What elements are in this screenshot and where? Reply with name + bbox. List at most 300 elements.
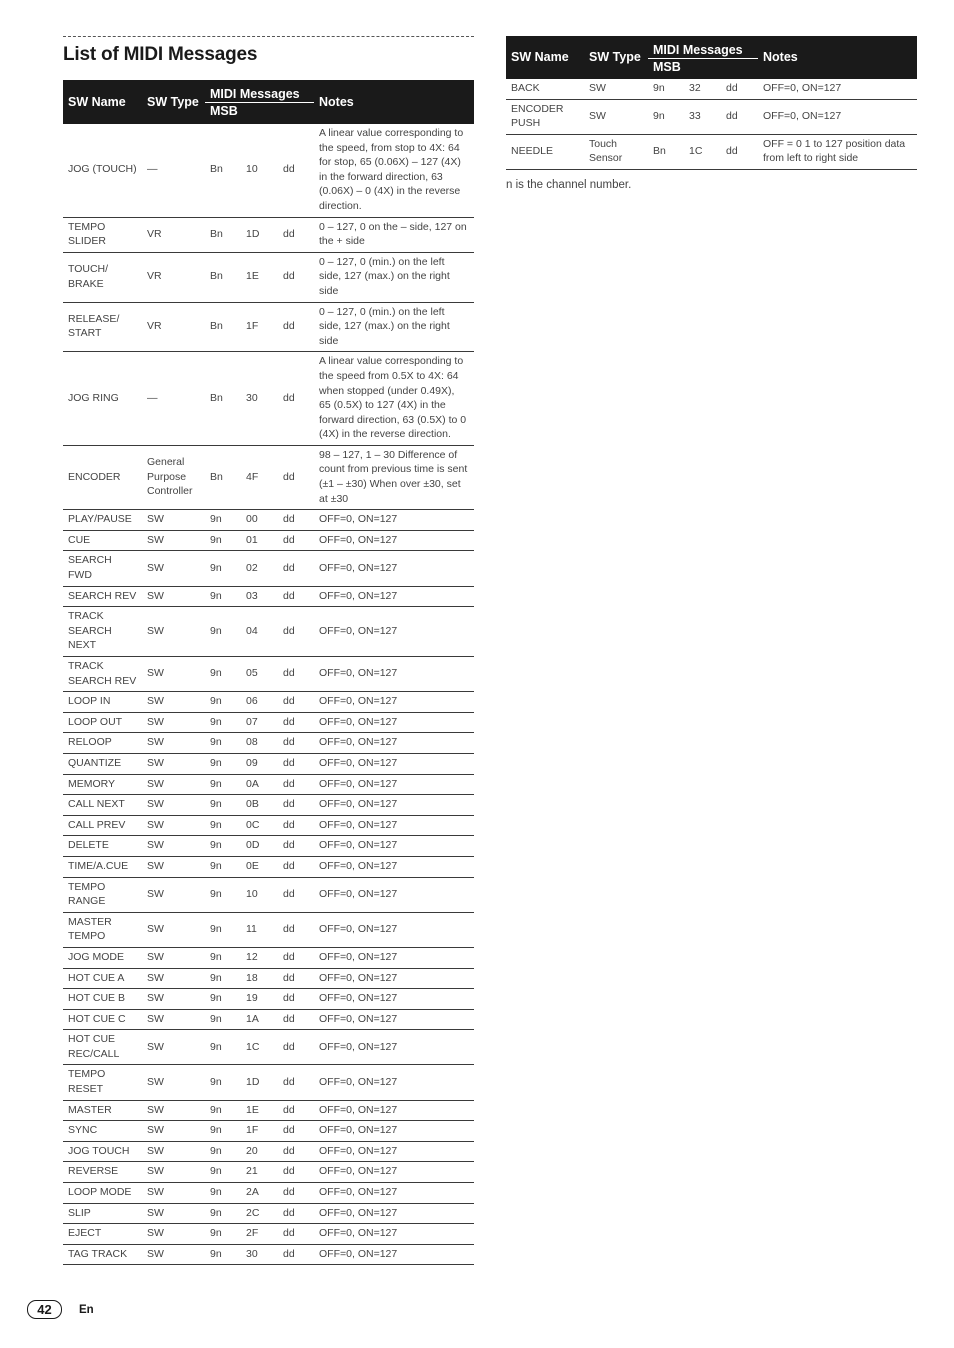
header-dd-blank — [278, 102, 314, 124]
dd-cell: dd — [278, 607, 314, 657]
notes-cell: OFF=0, ON=127 — [314, 815, 474, 836]
table-row — [63, 1244, 474, 1265]
table-row — [63, 912, 474, 947]
lsb-cell: 1F — [241, 302, 278, 352]
msb-cell: 9n — [205, 836, 241, 857]
dd-cell: dd — [278, 1030, 314, 1065]
dd-cell: dd — [278, 692, 314, 713]
sw-type-cell: SW — [142, 1244, 205, 1265]
msb-cell: 9n — [205, 1162, 241, 1183]
sw-name-cell: TEMPO RANGE — [63, 877, 142, 912]
notes-cell: A linear value corresponding to the speed, from stop to 4X: 64 for stop, 65 (0.06X) – 127 (4X) in the forward direction, 63 (0.06X) – 0 (4X) in the reverse direction. — [314, 124, 474, 217]
lsb-cell: 1C — [684, 134, 721, 169]
lsb-cell: 1D — [241, 1065, 278, 1100]
table-row — [63, 302, 474, 352]
sw-name-cell: SEARCH REV — [63, 586, 142, 607]
dd-cell: dd — [278, 1100, 314, 1121]
msb-cell: 9n — [205, 968, 241, 989]
sw-name-cell: HOT CUE A — [63, 968, 142, 989]
sw-type-cell: SW — [142, 586, 205, 607]
dd-cell: dd — [278, 968, 314, 989]
sw-name-cell: LOOP MODE — [63, 1183, 142, 1204]
table-row — [63, 1162, 474, 1183]
sw-type-cell: SW — [142, 795, 205, 816]
msb-cell: 9n — [205, 947, 241, 968]
dd-cell: dd — [278, 856, 314, 877]
sw-name-cell: DELETE — [63, 836, 142, 857]
lsb-cell: 08 — [241, 733, 278, 754]
msb-cell: 9n — [205, 510, 241, 531]
msb-cell: 9n — [205, 607, 241, 657]
table-row — [63, 968, 474, 989]
dd-cell: dd — [278, 912, 314, 947]
dd-cell: dd — [278, 302, 314, 352]
sw-type-cell: SW — [584, 99, 648, 134]
sw-name-cell: RELEASE/ START — [63, 302, 142, 352]
notes-cell: OFF=0, ON=127 — [314, 1100, 474, 1121]
dd-cell: dd — [278, 1121, 314, 1142]
msb-cell: Bn — [205, 302, 241, 352]
sw-name-cell: LOOP IN — [63, 692, 142, 713]
table-row — [63, 252, 474, 302]
sw-name-cell: SLIP — [63, 1203, 142, 1224]
msb-cell: 9n — [205, 1244, 241, 1265]
sw-type-cell: Touch Sensor — [584, 134, 648, 169]
notes-cell: OFF=0, ON=127 — [314, 692, 474, 713]
dd-cell: dd — [278, 1009, 314, 1030]
sw-name-cell: LOOP OUT — [63, 712, 142, 733]
table-row — [63, 1065, 474, 1100]
lsb-cell: 1C — [241, 1030, 278, 1065]
sw-type-cell: SW — [142, 1009, 205, 1030]
notes-cell: OFF=0, ON=127 — [314, 989, 474, 1010]
sw-name-cell: CALL PREV — [63, 815, 142, 836]
sw-type-cell: SW — [584, 79, 648, 99]
table-row — [63, 657, 474, 692]
sw-name-cell: RELOOP — [63, 733, 142, 754]
lsb-cell: 0E — [241, 856, 278, 877]
lsb-cell: 1E — [241, 1100, 278, 1121]
sw-name-cell: SYNC — [63, 1121, 142, 1142]
sw-type-cell: SW — [142, 912, 205, 947]
lsb-cell: 1D — [241, 217, 278, 252]
msb-cell: 9n — [205, 912, 241, 947]
msb-cell: 9n — [648, 99, 684, 134]
sw-name-cell: TAG TRACK — [63, 1244, 142, 1265]
dd-cell: dd — [721, 134, 758, 169]
dd-cell: dd — [278, 252, 314, 302]
table-row — [63, 217, 474, 252]
sw-type-cell: — — [142, 352, 205, 446]
sw-type-cell: SW — [142, 836, 205, 857]
msb-cell: 9n — [205, 1203, 241, 1224]
table-row — [63, 1009, 474, 1030]
header-lsb-blank — [684, 58, 721, 79]
dd-cell: dd — [278, 352, 314, 446]
msb-cell: 9n — [205, 1009, 241, 1030]
notes-cell: OFF=0, ON=127 — [314, 795, 474, 816]
header-midi-messages: MIDI Messages — [205, 80, 314, 102]
header-dd-blank — [721, 58, 758, 79]
table-row — [63, 1100, 474, 1121]
table-row — [63, 1183, 474, 1204]
notes-cell: OFF=0, ON=127 — [314, 1009, 474, 1030]
dd-cell: dd — [278, 1203, 314, 1224]
lsb-cell: 12 — [241, 947, 278, 968]
msb-cell: 9n — [205, 1121, 241, 1142]
msb-cell: 9n — [205, 1030, 241, 1065]
sw-name-cell: JOG TOUCH — [63, 1141, 142, 1162]
dd-cell: dd — [278, 217, 314, 252]
table-row — [63, 551, 474, 586]
table-row — [63, 836, 474, 857]
msb-cell: 9n — [205, 586, 241, 607]
sw-name-cell: JOG MODE — [63, 947, 142, 968]
notes-cell: OFF=0, ON=127 — [314, 1030, 474, 1065]
sw-type-cell: SW — [142, 753, 205, 774]
lsb-cell: 1A — [241, 1009, 278, 1030]
sw-type-cell: SW — [142, 1183, 205, 1204]
lsb-cell: 32 — [684, 79, 721, 99]
lsb-cell: 09 — [241, 753, 278, 774]
sw-type-cell: General Purpose Controller — [142, 445, 205, 509]
table-row — [63, 753, 474, 774]
header-msb: MSB — [205, 102, 241, 124]
msb-cell: 9n — [205, 1141, 241, 1162]
dd-cell: dd — [278, 753, 314, 774]
lsb-cell: 1F — [241, 1121, 278, 1142]
notes-cell: OFF=0, ON=127 — [314, 1162, 474, 1183]
language-label: En — [79, 1304, 94, 1316]
notes-cell: OFF=0, ON=127 — [314, 877, 474, 912]
lsb-cell: 10 — [241, 877, 278, 912]
notes-cell: OFF=0, ON=127 — [314, 733, 474, 754]
header-lsb-blank — [241, 102, 278, 124]
table-body-left — [63, 124, 474, 1265]
dd-cell: dd — [278, 551, 314, 586]
notes-cell: OFF=0, ON=127 — [314, 551, 474, 586]
lsb-cell: 04 — [241, 607, 278, 657]
notes-cell: 0 – 127, 0 (min.) on the left side, 127 (max.) on the right side — [314, 302, 474, 352]
sw-type-cell: SW — [142, 1224, 205, 1245]
sw-type-cell: SW — [142, 1100, 205, 1121]
table-row — [63, 352, 474, 446]
table-row — [63, 692, 474, 713]
table-row — [506, 134, 917, 169]
sw-type-cell: SW — [142, 1203, 205, 1224]
msb-cell: 9n — [205, 795, 241, 816]
notes-cell: OFF=0, ON=127 — [314, 657, 474, 692]
notes-cell: OFF=0, ON=127 — [314, 753, 474, 774]
sw-name-cell: HOT CUE C — [63, 1009, 142, 1030]
sw-type-cell: SW — [142, 1030, 205, 1065]
sw-type-cell: SW — [142, 1121, 205, 1142]
midi-messages-table-right — [506, 36, 917, 170]
notes-cell: OFF=0, ON=127 — [314, 968, 474, 989]
notes-cell: OFF=0, ON=127 — [314, 856, 474, 877]
table-row — [63, 947, 474, 968]
sw-name-cell: REVERSE — [63, 1162, 142, 1183]
page-number-badge: 42 — [27, 1300, 62, 1319]
sw-name-cell: HOT CUE B — [63, 989, 142, 1010]
notes-cell: OFF=0, ON=127 — [314, 530, 474, 551]
lsb-cell: 03 — [241, 586, 278, 607]
dd-cell: dd — [278, 510, 314, 531]
table-row — [63, 774, 474, 795]
table-row — [63, 1141, 474, 1162]
msb-cell: 9n — [648, 79, 684, 99]
lsb-cell: 30 — [241, 352, 278, 446]
table-row — [63, 989, 474, 1010]
lsb-cell: 2C — [241, 1203, 278, 1224]
sw-name-cell: MEMORY — [63, 774, 142, 795]
sw-name-cell: ENCODER PUSH — [506, 99, 584, 134]
dd-cell: dd — [278, 445, 314, 509]
lsb-cell: 1E — [241, 252, 278, 302]
notes-cell: 0 – 127, 0 (min.) on the left side, 127 (max.) on the right side — [314, 252, 474, 302]
notes-cell: OFF=0, ON=127 — [314, 510, 474, 531]
sw-type-cell: SW — [142, 733, 205, 754]
dd-cell: dd — [278, 795, 314, 816]
lsb-cell: 4F — [241, 445, 278, 509]
notes-cell: A linear value corresponding to the speed from 0.5X to 4X: 64 when stopped (under 0.49X), 65 (0.5X) to 127 (4X) in the forward direction, 63 (0.5X) to 0 (4X) in the reverse direction. — [314, 352, 474, 446]
dd-cell: dd — [278, 586, 314, 607]
sw-name-cell: MASTER — [63, 1100, 142, 1121]
lsb-cell: 21 — [241, 1162, 278, 1183]
header-sw-name: SW Name — [63, 80, 142, 124]
msb-cell: 9n — [205, 774, 241, 795]
header-msb: MSB — [648, 58, 684, 79]
dd-cell: dd — [278, 712, 314, 733]
dd-cell: dd — [278, 1224, 314, 1245]
sw-type-cell: VR — [142, 217, 205, 252]
sw-name-cell: QUANTIZE — [63, 753, 142, 774]
dd-cell: dd — [278, 836, 314, 857]
msb-cell: 9n — [205, 856, 241, 877]
notes-cell: OFF=0, ON=127 — [314, 1244, 474, 1265]
msb-cell: Bn — [205, 217, 241, 252]
msb-cell: 9n — [205, 692, 241, 713]
dd-cell: dd — [278, 657, 314, 692]
msb-cell: 9n — [205, 551, 241, 586]
dd-cell: dd — [721, 99, 758, 134]
sw-name-cell: CUE — [63, 530, 142, 551]
sw-name-cell: TRACK SEARCH REV — [63, 657, 142, 692]
sw-type-cell: VR — [142, 252, 205, 302]
midi-messages-table-left — [63, 80, 474, 1265]
msb-cell: Bn — [205, 252, 241, 302]
header-sw-type: SW Type — [584, 36, 648, 79]
table-row — [63, 445, 474, 509]
lsb-cell: 30 — [241, 1244, 278, 1265]
dd-cell: dd — [278, 1065, 314, 1100]
lsb-cell: 2A — [241, 1183, 278, 1204]
notes-cell: OFF=0, ON=127 — [314, 607, 474, 657]
sw-name-cell: CALL NEXT — [63, 795, 142, 816]
dd-cell: dd — [278, 774, 314, 795]
notes-cell: OFF=0, ON=127 — [758, 99, 917, 134]
sw-type-cell: SW — [142, 657, 205, 692]
lsb-cell: 2F — [241, 1224, 278, 1245]
table-row — [63, 1030, 474, 1065]
msb-cell: Bn — [205, 445, 241, 509]
dd-cell: dd — [278, 1141, 314, 1162]
table-row — [63, 795, 474, 816]
notes-cell: OFF=0, ON=127 — [314, 712, 474, 733]
table-row — [63, 510, 474, 531]
sw-type-cell: SW — [142, 877, 205, 912]
lsb-cell: 07 — [241, 712, 278, 733]
table-row — [63, 856, 474, 877]
notes-cell: OFF=0, ON=127 — [314, 586, 474, 607]
table-row — [63, 733, 474, 754]
section-divider-dashed — [63, 36, 474, 37]
dd-cell: dd — [278, 733, 314, 754]
sw-name-cell: TEMPO RESET — [63, 1065, 142, 1100]
msb-cell: 9n — [205, 712, 241, 733]
table-row — [63, 530, 474, 551]
sw-type-cell: SW — [142, 607, 205, 657]
dd-cell: dd — [278, 1183, 314, 1204]
table-body-right — [506, 79, 917, 169]
sw-name-cell: TRACK SEARCH NEXT — [63, 607, 142, 657]
dd-cell: dd — [278, 530, 314, 551]
table-row — [63, 877, 474, 912]
lsb-cell: 0C — [241, 815, 278, 836]
channel-footnote: n is the channel number. — [506, 179, 632, 191]
table-row — [506, 79, 917, 99]
header-notes: Notes — [314, 80, 474, 124]
sw-name-cell: EJECT — [63, 1224, 142, 1245]
dd-cell: dd — [278, 124, 314, 217]
sw-name-cell: TIME/A.CUE — [63, 856, 142, 877]
msb-cell: 9n — [205, 815, 241, 836]
sw-name-cell: PLAY/PAUSE — [63, 510, 142, 531]
notes-cell: OFF=0, ON=127 — [314, 1121, 474, 1142]
table-row — [63, 815, 474, 836]
lsb-cell: 00 — [241, 510, 278, 531]
lsb-cell: 10 — [241, 124, 278, 217]
sw-name-cell: NEEDLE — [506, 134, 584, 169]
notes-cell: 98 – 127, 1 – 30 Difference of count from previous time is sent (±1 – ±30) When over ±30, set at ±30 — [314, 445, 474, 509]
table-row — [63, 586, 474, 607]
msb-cell: 9n — [205, 1224, 241, 1245]
dd-cell: dd — [278, 1244, 314, 1265]
lsb-cell: 20 — [241, 1141, 278, 1162]
sw-type-cell: VR — [142, 302, 205, 352]
sw-type-cell: SW — [142, 551, 205, 586]
sw-name-cell: ENCODER — [63, 445, 142, 509]
header-sw-type: SW Type — [142, 80, 205, 124]
dd-cell: dd — [278, 1162, 314, 1183]
sw-name-cell: TOUCH/ BRAKE — [63, 252, 142, 302]
dd-cell: dd — [721, 79, 758, 99]
msb-cell: Bn — [205, 124, 241, 217]
lsb-cell: 05 — [241, 657, 278, 692]
dd-cell: dd — [278, 815, 314, 836]
sw-type-cell: SW — [142, 1141, 205, 1162]
sw-type-cell: SW — [142, 712, 205, 733]
sw-type-cell: SW — [142, 856, 205, 877]
sw-name-cell: JOG (TOUCH) — [63, 124, 142, 217]
sw-type-cell: SW — [142, 968, 205, 989]
lsb-cell: 0B — [241, 795, 278, 816]
dd-cell: dd — [278, 989, 314, 1010]
sw-type-cell: SW — [142, 815, 205, 836]
table-row — [63, 607, 474, 657]
table-row — [63, 1224, 474, 1245]
table-row — [63, 1203, 474, 1224]
notes-cell: OFF=0, ON=127 — [758, 79, 917, 99]
sw-type-cell: SW — [142, 530, 205, 551]
sw-type-cell: SW — [142, 947, 205, 968]
notes-cell: OFF=0, ON=127 — [314, 1203, 474, 1224]
dd-cell: dd — [278, 947, 314, 968]
notes-cell: OFF=0, ON=127 — [314, 1141, 474, 1162]
lsb-cell: 18 — [241, 968, 278, 989]
sw-type-cell: SW — [142, 774, 205, 795]
table-row — [63, 712, 474, 733]
dd-cell: dd — [278, 877, 314, 912]
notes-cell: OFF=0, ON=127 — [314, 912, 474, 947]
lsb-cell: 33 — [684, 99, 721, 134]
msb-cell: Bn — [648, 134, 684, 169]
notes-cell: OFF=0, ON=127 — [314, 1065, 474, 1100]
notes-cell: OFF=0, ON=127 — [314, 1224, 474, 1245]
sw-type-cell: SW — [142, 1065, 205, 1100]
notes-cell: OFF=0, ON=127 — [314, 836, 474, 857]
msb-cell: 9n — [205, 753, 241, 774]
sw-name-cell: BACK — [506, 79, 584, 99]
sw-type-cell: SW — [142, 1162, 205, 1183]
lsb-cell: 11 — [241, 912, 278, 947]
table-row — [506, 99, 917, 134]
sw-type-cell: SW — [142, 510, 205, 531]
sw-name-cell: MASTER TEMPO — [63, 912, 142, 947]
header-notes: Notes — [758, 36, 917, 79]
msb-cell: 9n — [205, 1183, 241, 1204]
header-sw-name: SW Name — [506, 36, 584, 79]
msb-cell: 9n — [205, 1100, 241, 1121]
lsb-cell: 06 — [241, 692, 278, 713]
sw-type-cell: SW — [142, 989, 205, 1010]
table-row — [63, 124, 474, 217]
msb-cell: 9n — [205, 877, 241, 912]
notes-cell: OFF=0, ON=127 — [314, 774, 474, 795]
msb-cell: 9n — [205, 657, 241, 692]
page-title: List of MIDI Messages — [63, 44, 258, 65]
notes-cell: 0 – 127, 0 on the – side, 127 on the + side — [314, 217, 474, 252]
lsb-cell: 0D — [241, 836, 278, 857]
table-row — [63, 1121, 474, 1142]
lsb-cell: 02 — [241, 551, 278, 586]
notes-cell: OFF=0, ON=127 — [314, 1183, 474, 1204]
msb-cell: Bn — [205, 352, 241, 446]
notes-cell: OFF = 0 1 to 127 position data from left to right side — [758, 134, 917, 169]
header-midi-messages: MIDI Messages — [648, 36, 758, 58]
msb-cell: 9n — [205, 989, 241, 1010]
lsb-cell: 0A — [241, 774, 278, 795]
msb-cell: 9n — [205, 733, 241, 754]
sw-name-cell: SEARCH FWD — [63, 551, 142, 586]
lsb-cell: 19 — [241, 989, 278, 1010]
lsb-cell: 01 — [241, 530, 278, 551]
sw-type-cell: SW — [142, 692, 205, 713]
sw-name-cell: HOT CUE REC/CALL — [63, 1030, 142, 1065]
msb-cell: 9n — [205, 1065, 241, 1100]
sw-name-cell: JOG RING — [63, 352, 142, 446]
msb-cell: 9n — [205, 530, 241, 551]
